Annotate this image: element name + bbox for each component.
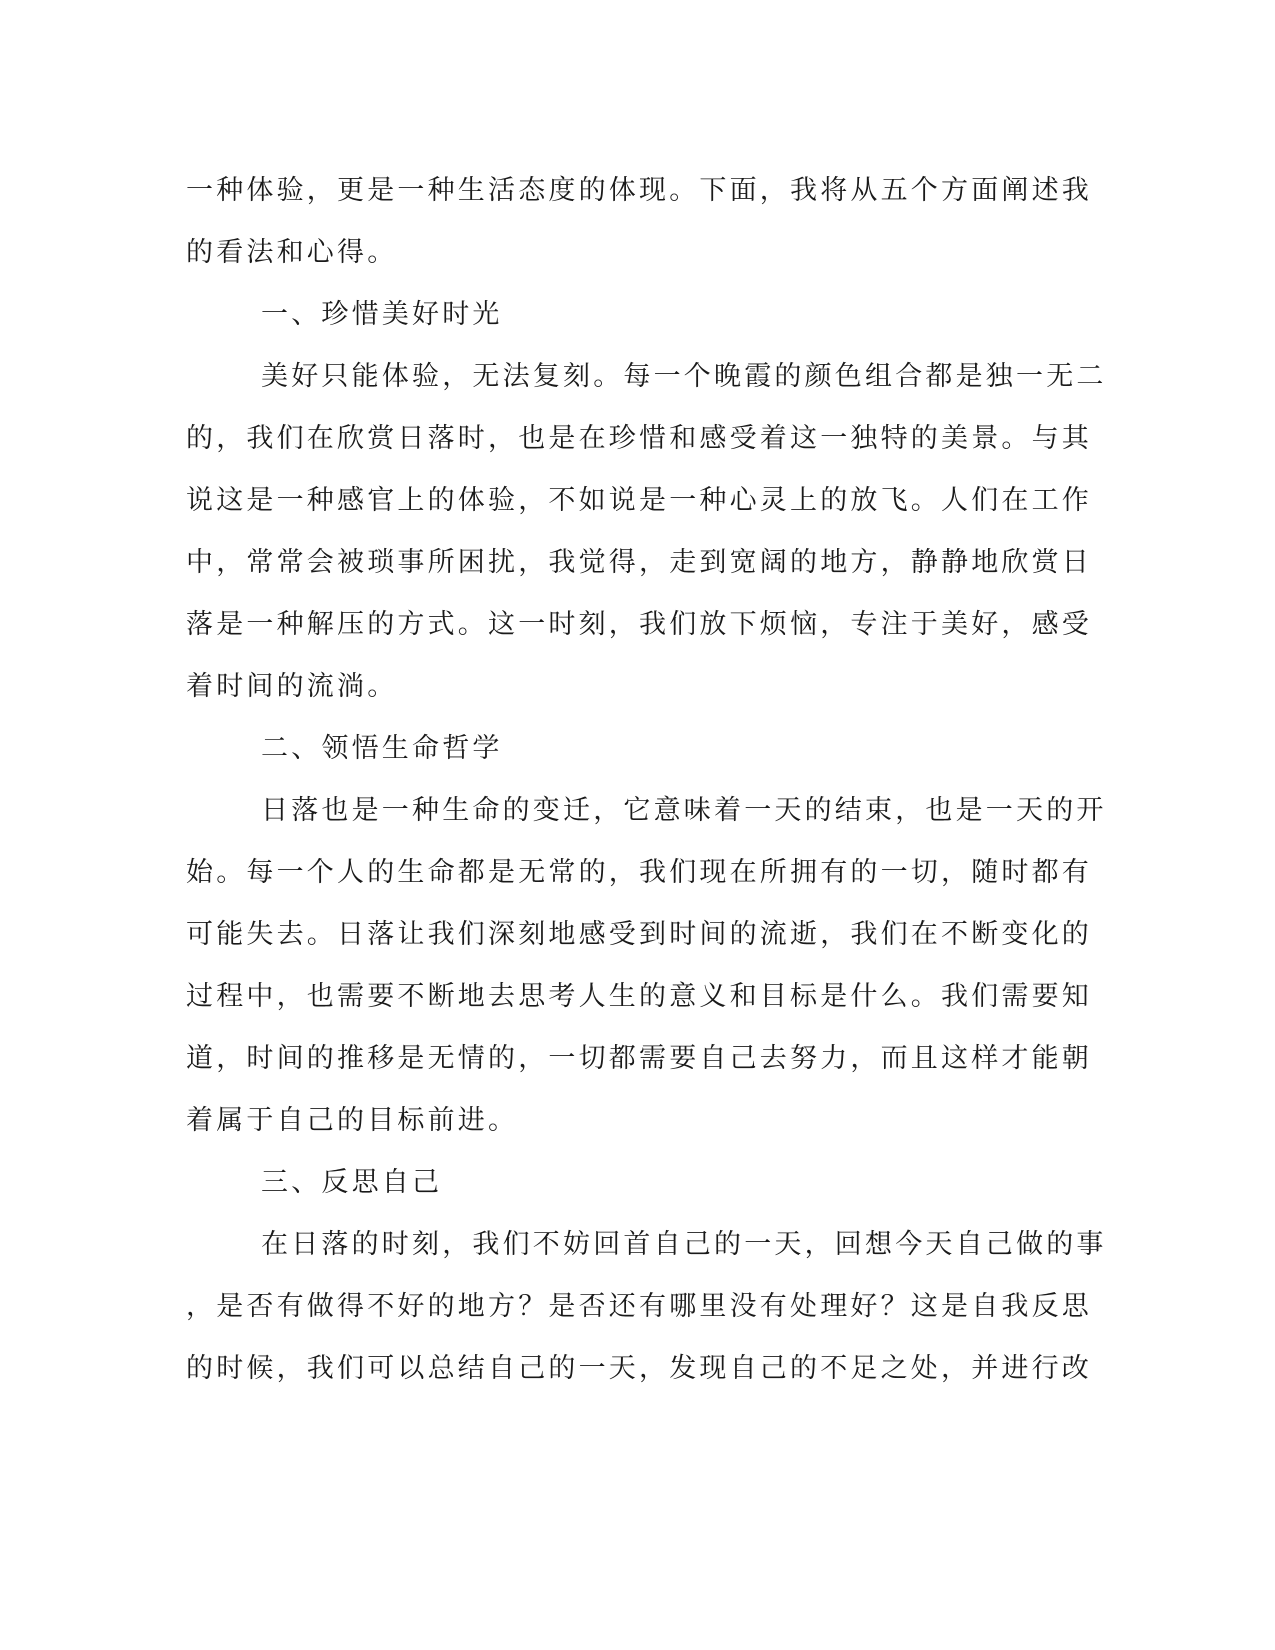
paragraph-line: 可能失去。日落让我们深刻地感受到时间的流逝，我们在不断变化的 [186, 919, 1092, 950]
paragraph-line: 过程中，也需要不断地去思考人生的意义和目标是什么。我们需要知 [186, 981, 1092, 1012]
paragraph-line: 美好只能体验，无法复刻。每一个晚霞的颜色组合都是独一无二 [261, 361, 1107, 392]
paragraph-line: 始。每一个人的生命都是无常的，我们现在所拥有的一切，随时都有 [186, 857, 1092, 888]
paragraph-line: 落是一种解压的方式。这一时刻，我们放下烦恼，专注于美好，感受 [186, 609, 1092, 640]
paragraph-line: 着时间的流淌。 [186, 671, 398, 702]
section-heading-2: 二、领悟生命哲学 [261, 733, 503, 764]
body-text [186, 160, 1107, 1400]
paragraph-line: 中，常常会被琐事所困扰，我觉得，走到宽阔的地方，静静地欣赏日 [186, 547, 1092, 578]
section-heading-3: 三、反思自己 [261, 1167, 443, 1198]
paragraph-line: ，是否有做得不好的地方？是否还有哪里没有处理好？这是自我反思 [186, 1291, 1092, 1322]
section-heading-1: 一、珍惜美好时光 [261, 299, 503, 330]
paragraph-line: 说这是一种感官上的体验，不如说是一种心灵上的放飞。人们在工作 [186, 485, 1092, 516]
paragraph-line: 在日落的时刻，我们不妨回首自己的一天，回想今天自己做的事 [261, 1229, 1107, 1260]
paragraph-line: 道，时间的推移是无情的，一切都需要自己去努力，而且这样才能朝 [186, 1043, 1092, 1074]
paragraph-line: 的，我们在欣赏日落时，也是在珍惜和感受着这一独特的美景。与其 [186, 423, 1092, 454]
paragraph-line: 着属于自己的目标前进。 [186, 1105, 519, 1136]
paragraph-line: 日落也是一种生命的变迁，它意味着一天的结束，也是一天的开 [261, 795, 1107, 826]
paragraph-line: 的时候，我们可以总结自己的一天，发现自己的不足之处，并进行改 [186, 1353, 1092, 1384]
paragraph-line: 的看法和心得。 [186, 237, 398, 268]
paragraph-line: 一种体验，更是一种生活态度的体现。下面，我将从五个方面阐述我 [186, 175, 1092, 206]
